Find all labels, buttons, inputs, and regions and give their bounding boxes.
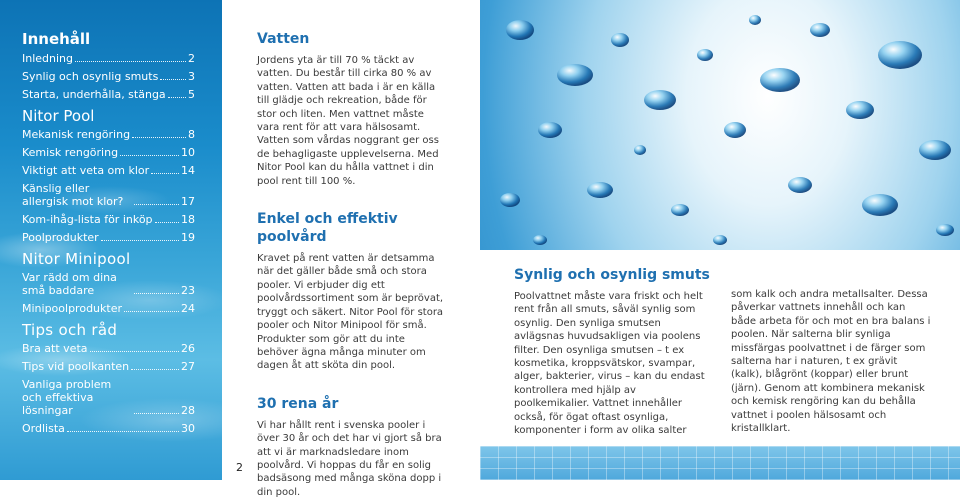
toc-entry[interactable]: Bra att veta 26 <box>22 342 195 355</box>
pool-tiles-strip <box>480 446 960 480</box>
paragraph-vatten: Jordens yta är till 70 % täckt av vatten. Du består till cirka 80 % av vatten. Vatten att bada i är en källa till glädje och rekreation, både för stor och liten. Men vattnet måste vara rent för att vara hälsosamt. Vatten som vårdas noggrant ger oss de behagligaste upplevelserna. Med Nitor Pool kan du hålla vattnet i din pool rent till 100 %. <box>257 55 439 187</box>
paragraph-synlig-smuts-1: Poolvattnet måste vara friskt och helt rent från all smuts, såväl synlig som osynlig. Den synliga smutsen avlägsnas huvudsakligen via poolens filter. Den osynliga smutsen – t ex kosmetika, kroppsvätskor, svampar, alger, bakterier, virus – kan du endast kontrollera med hjälp av poolkemikalier. Vattnet innehåller också, för ögat oftast osynliga, komponenter i form av olika salter <box>514 291 705 437</box>
toc-entry[interactable]: Mekanisk rengöring 8 <box>22 128 195 141</box>
toc-entry[interactable]: Starta, underhålla, stänga 5 <box>22 88 195 101</box>
toc-entry[interactable]: Kemisk rengöring 10 <box>22 146 195 159</box>
toc-entry[interactable]: Vanliga problem och effektiva lösningar 28 <box>22 378 195 417</box>
heading-synlig-smuts: Synlig och osynlig smuts <box>514 267 710 283</box>
toc-entry[interactable]: Viktigt att veta om klor 14 <box>22 164 195 177</box>
paragraph-30-rena-ar: Vi har hållt rent i svenska pooler i över 30 år och det har vi gjort så bra att vi är marknadsledare inom poolvård. Vi hoppas du får en solig badsäsong med många sköna dopp i din pool. <box>257 419 442 498</box>
toc-section-nitor-minipool: Nitor Minipool <box>22 250 131 268</box>
toc-group-pool <box>22 128 222 244</box>
toc-group-intro <box>22 52 222 101</box>
toc-section-nitor-pool: Nitor Pool <box>22 107 95 125</box>
toc-section-tips: Tips och råd <box>22 321 118 339</box>
toc-entry[interactable]: Tips vid poolkanten 27 <box>22 360 195 373</box>
middle-column <box>257 30 447 499</box>
toc-entry[interactable]: Poolprodukter 19 <box>22 231 195 244</box>
toc-entry[interactable]: Ordlista 30 <box>22 422 195 435</box>
paragraph-enkel-poolvard: Kravet på rent vatten är detsamma när det gäller både små och stora pooler. Vi erbjuder dig ett poolvårdssortiment som är beprövat, tryggt och säkert. Nitor Pool för stora pooler och Nitor Minipool för små. Produkter som gör att du inte behöver ägna många minuter om dagen åt att sköta din pool. <box>257 253 444 372</box>
right-column-1 <box>514 266 714 437</box>
toc-group-tips <box>22 342 222 435</box>
heading-30-rena-ar: 30 rena år <box>257 395 339 412</box>
toc-entry[interactable]: Inledning 2 <box>22 52 195 65</box>
toc-entry[interactable]: Minipoolprodukter 24 <box>22 302 195 315</box>
toc-entry[interactable]: Kom-ihåg-lista för inköp 18 <box>22 213 195 226</box>
page-number: 2 <box>236 461 243 474</box>
paragraph-synlig-smuts-2: som kalk och andra metallsalter. Dessa påverkar vattnets innehåll och kan både arbeta för och mot en bra balans i poolen. När salterna blir synliga missfärgas poolvattnet i de färger som salterna har i naturen, t ex grävit (kalk), blågrönt (koppar) eller brunt (järn). Genom att kombinera mekanisk och kemisk rengöring kan du behålla vattnet i poolen hälsosamt och kristallklart. <box>731 289 931 435</box>
toc-title: Innehåll <box>22 30 91 48</box>
toc-group-minipool <box>22 271 222 315</box>
heading-enkel-poolvard: Enkel och effektiv poolvård <box>257 211 398 246</box>
toc-entry[interactable]: Känslig eller allergisk mot klor? 17 <box>22 182 195 208</box>
heading-vatten: Vatten <box>257 31 310 47</box>
right-column-2 <box>731 288 931 435</box>
toc-entry[interactable]: Synlig och osynlig smuts 3 <box>22 70 195 83</box>
table-of-contents <box>0 0 222 480</box>
toc-entry[interactable]: Var rädd om dina små baddare 23 <box>22 271 195 297</box>
